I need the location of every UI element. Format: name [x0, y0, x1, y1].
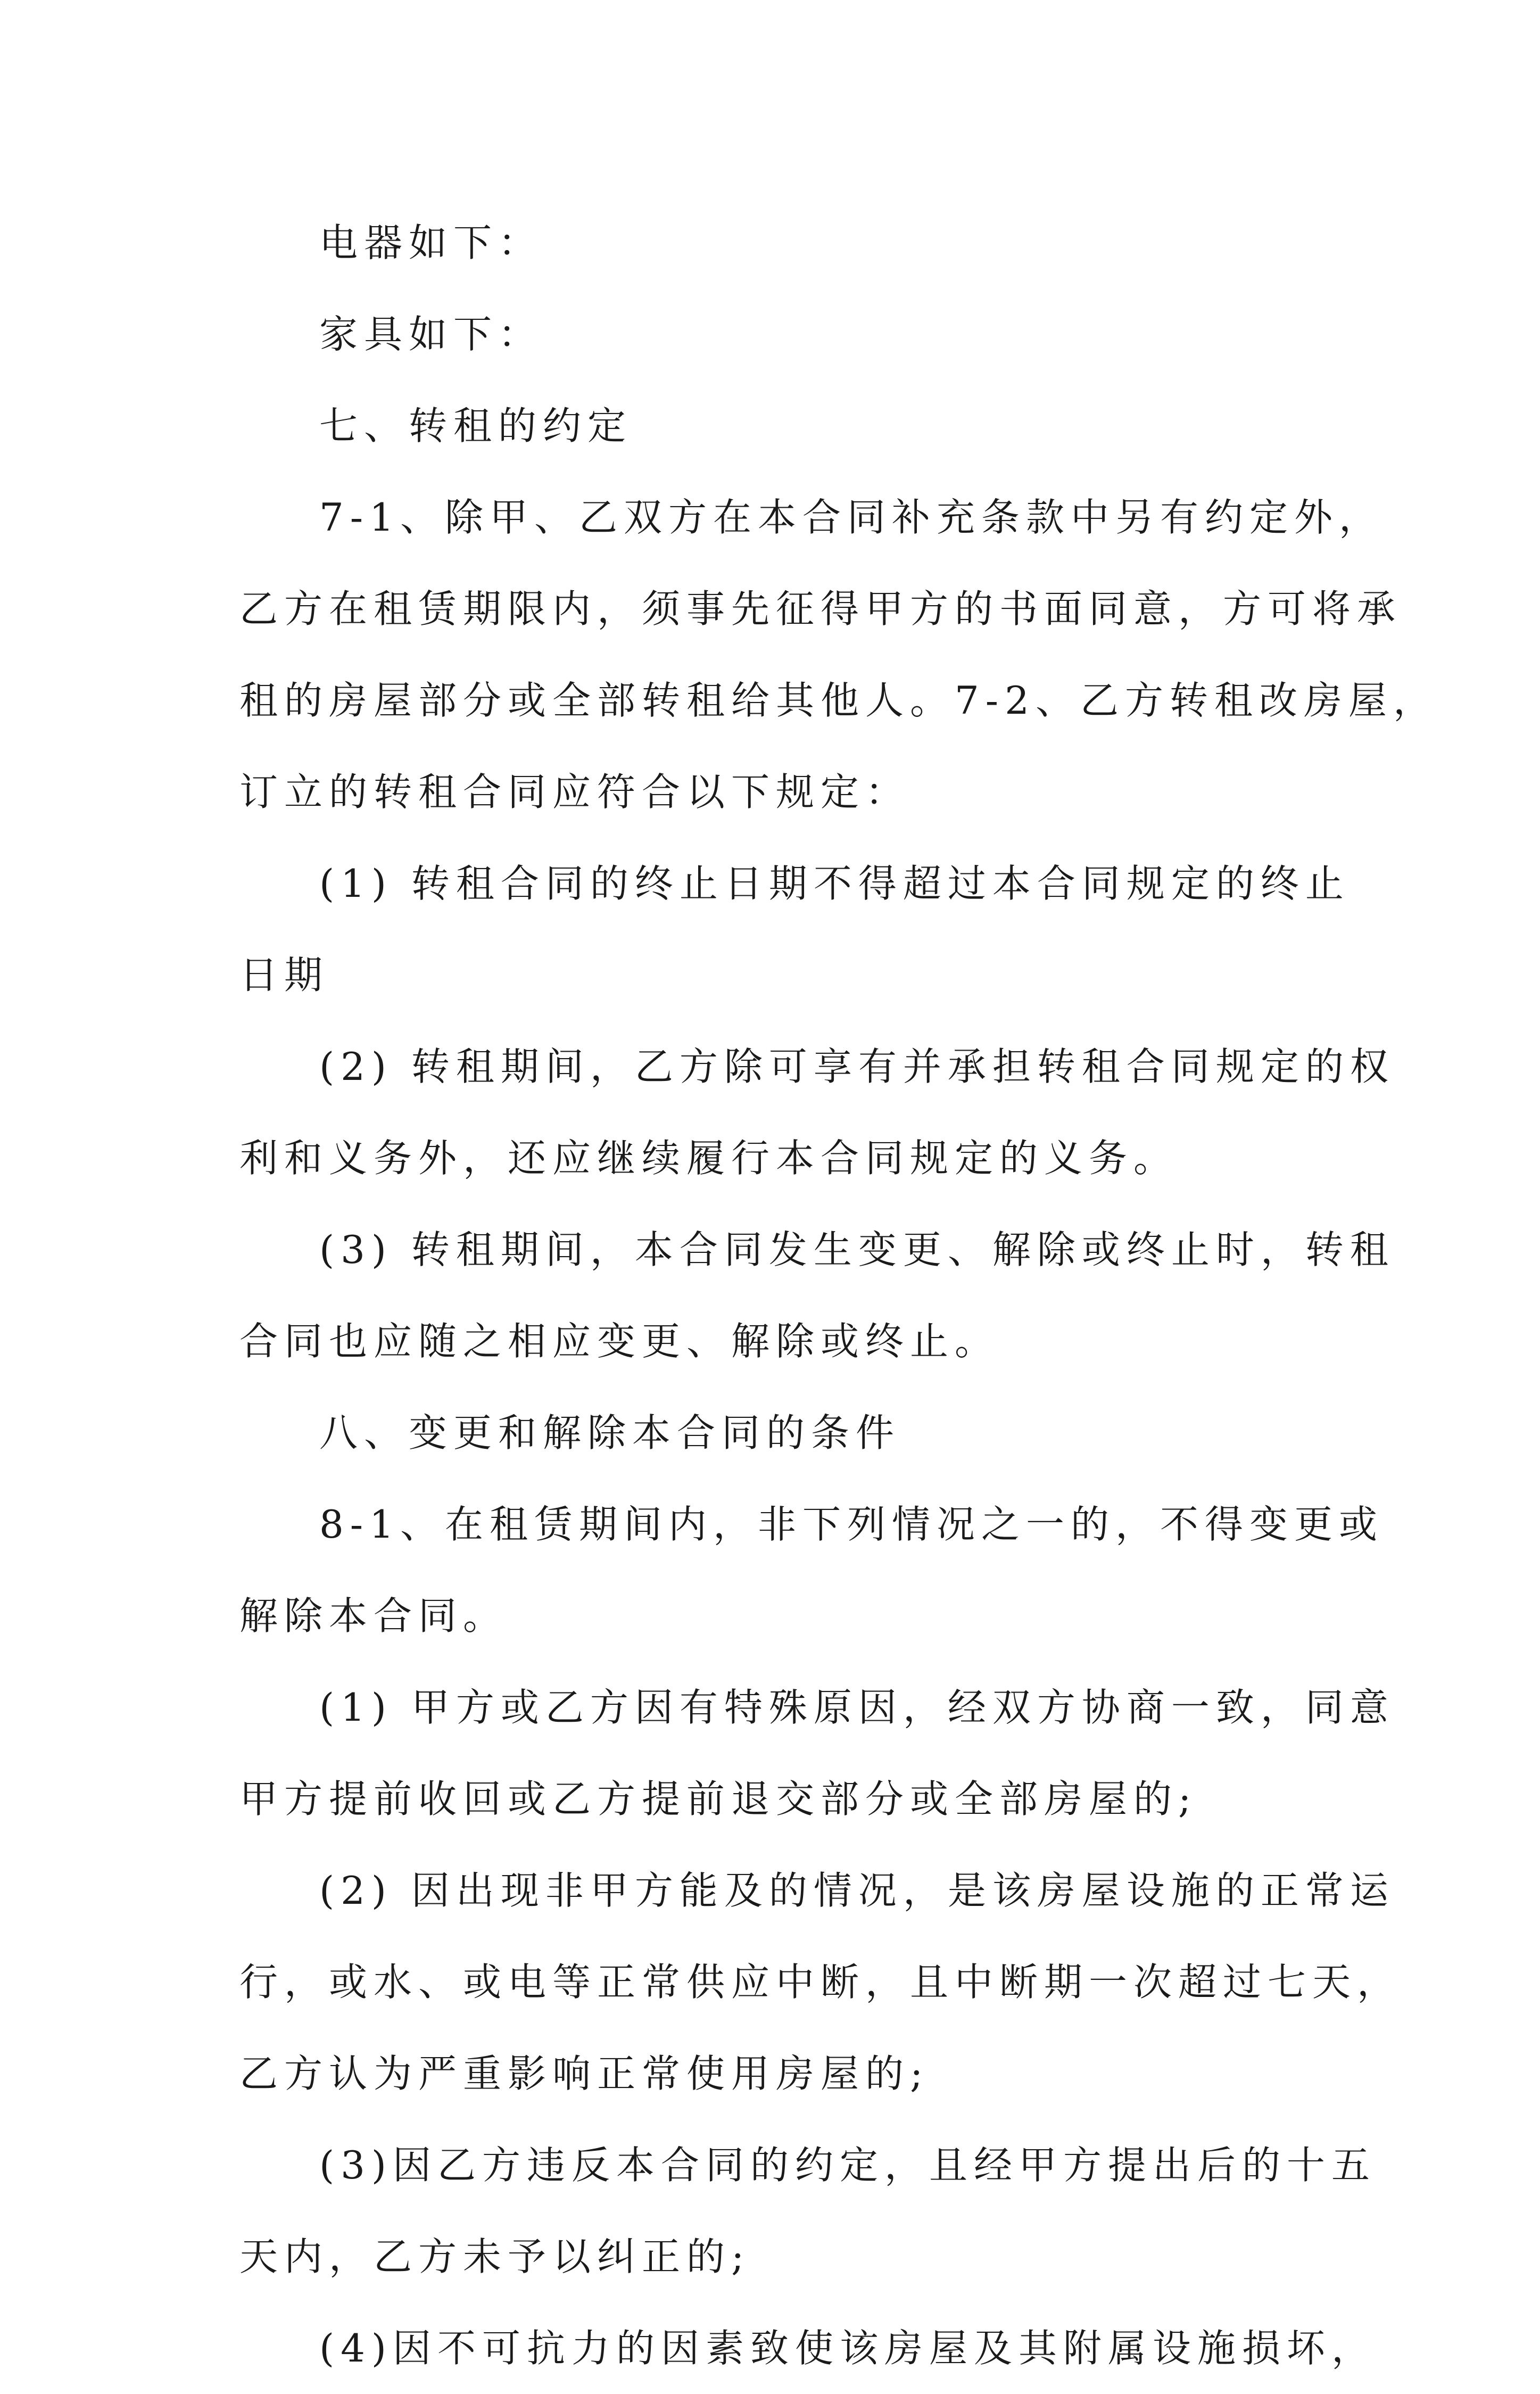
text-line: (4)因不可抗力的因素致使该房屋及其附属设施损坏，	[319, 2326, 1376, 2371]
text-line: 电器如下：	[319, 220, 543, 265]
text-line: (2) 转租期间，乙方除可享有并承担转租合同规定的权	[319, 1044, 1395, 1089]
text-line: 家具如下：	[319, 312, 543, 357]
text-line: (3)因乙方违反本合同的约定，且经甲方提出后的十五	[319, 2143, 1376, 2187]
text-line: 天内，乙方未予以纠正的;	[239, 2234, 751, 2279]
document-body	[239, 197, 1438, 2394]
text-line: (2) 因出现非甲方能及的情况，是该房屋设施的正常运	[319, 1868, 1395, 1913]
text-line: 甲方提前收回或乙方提前退交部分或全部房屋的;	[239, 1777, 1198, 1821]
text-line: 订立的转租合同应符合以下规定：	[239, 770, 910, 814]
paragraph-clause-8-1	[239, 1479, 1384, 1662]
text-line: 7-1、除甲、乙双方在本合同补充条款中另有约定外，	[319, 495, 1384, 540]
paragraph-item-3	[239, 1204, 1395, 1387]
section-heading-modification	[239, 1387, 1309, 1479]
paragraph-condition-1	[239, 1662, 1395, 1845]
paragraph-clause-7-1	[239, 472, 1438, 838]
text-line: 8-1、在租赁期间内，非下列情况之一的，不得变更或	[319, 1502, 1384, 1547]
text-line: 七、转租的约定	[319, 403, 633, 448]
text-line: 租的房屋部分或全部转租给其他人。7-2、乙方转租改房屋，	[239, 678, 1438, 723]
text-line: (1) 转租合同的终止日期不得超过本合同规定的终止	[319, 861, 1350, 906]
paragraph-furniture	[239, 288, 1309, 380]
text-line: 利和义务外，还应继续履行本合同规定的义务。	[239, 1136, 1179, 1181]
text-line: (3) 转租期间，本合同发生变更、解除或终止时，转租	[319, 1227, 1395, 1272]
paragraph-condition-3	[239, 2119, 1376, 2302]
paragraph-item-2	[239, 1021, 1395, 1204]
text-line: 解除本合同。	[239, 1594, 508, 1638]
section-heading-sublease	[239, 380, 1309, 472]
text-line: 合同也应随之相应变更、解除或终止。	[239, 1319, 1000, 1364]
paragraph-condition-4	[239, 2302, 1376, 2394]
paragraph-appliances	[239, 197, 1309, 288]
text-line: (1) 甲方或乙方因有特殊原因，经双方协商一致，同意	[319, 1685, 1395, 1730]
text-line: 乙方在租赁期限内，须事先征得甲方的书面同意，方可将承	[239, 587, 1402, 631]
paragraph-condition-2	[239, 1845, 1402, 2119]
text-line: 行，或水、或电等正常供应中断，且中断期一次超过七天，	[239, 1960, 1402, 2004]
paragraph-item-1	[239, 838, 1350, 1021]
text-line: 日期	[239, 953, 329, 997]
text-line: 乙方认为严重影响正常使用房屋的;	[239, 2051, 930, 2096]
text-line: 八、变更和解除本合同的条件	[319, 1410, 901, 1455]
